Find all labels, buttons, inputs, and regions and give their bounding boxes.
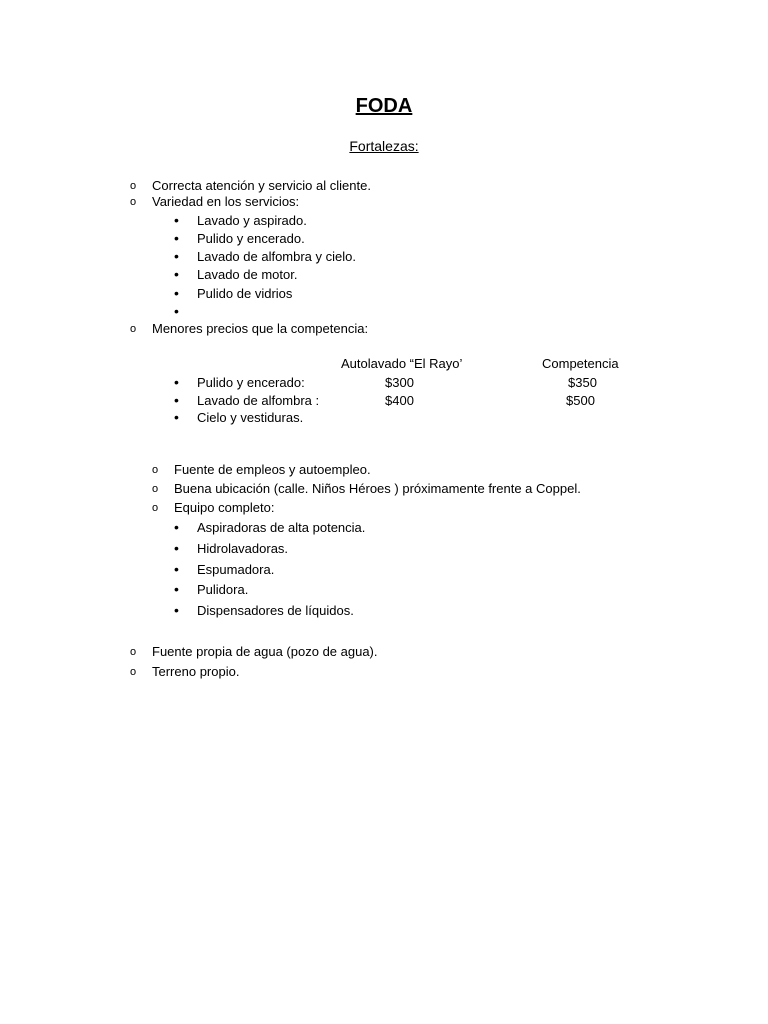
service-item: Pulido de vidrios <box>197 286 293 301</box>
section-heading: Fortalezas: <box>349 138 419 154</box>
price-row-item: Lavado de alfombra : <box>197 393 320 408</box>
disc-bullet-icon: • <box>174 266 179 282</box>
table-header-rayo: Autolavado “El Rayo’ <box>341 356 463 371</box>
page-title: FODA <box>355 95 413 117</box>
service-item: Lavado de motor. <box>197 267 298 282</box>
disc-bullet-icon: • <box>174 602 179 618</box>
price-competencia: $350 <box>568 375 597 390</box>
disc-bullet-icon: • <box>174 303 179 319</box>
list-item: Fuente propia de agua (pozo de agua). <box>152 644 378 659</box>
list-item: Fuente de empleos y autoempleo. <box>174 462 371 477</box>
disc-bullet-icon: • <box>174 409 179 425</box>
table-header-competencia: Competencia <box>542 356 619 371</box>
equipment-item: Espumadora. <box>197 562 275 577</box>
service-item: Pulido y encerado. <box>197 231 305 246</box>
circle-bullet-icon: o <box>152 483 159 495</box>
disc-bullet-icon: • <box>174 285 179 301</box>
disc-bullet-icon: • <box>174 248 179 264</box>
service-item: Lavado y aspirado. <box>197 213 307 228</box>
equipment-item: Hidrolavadoras. <box>197 541 289 556</box>
disc-bullet-icon: • <box>174 212 179 228</box>
list-item: Terreno propio. <box>152 664 240 679</box>
list-item: Equipo completo: <box>174 500 275 515</box>
service-item: Lavado de alfombra y cielo. <box>197 249 356 264</box>
price-competencia: $500 <box>566 393 595 408</box>
disc-bullet-icon: • <box>174 230 179 246</box>
price-rayo: $300 <box>385 375 414 390</box>
price-rayo: $400 <box>385 393 414 408</box>
disc-bullet-icon: • <box>174 392 179 408</box>
circle-bullet-icon: o <box>130 196 137 208</box>
circle-bullet-icon: o <box>130 323 137 335</box>
circle-bullet-icon: o <box>152 464 159 476</box>
list-item: Buena ubicación (calle. Niños Héroes ) próximamente frente a Coppel. <box>174 481 581 496</box>
list-item: Correcta atención y servicio al cliente. <box>152 178 371 193</box>
price-row-item: Cielo y vestiduras. <box>197 410 304 425</box>
circle-bullet-icon: o <box>130 180 137 192</box>
disc-bullet-icon: • <box>174 519 179 535</box>
equipment-item: Dispensadores de líquidos. <box>197 603 354 618</box>
list-item: Menores precios que la competencia: <box>152 321 369 336</box>
circle-bullet-icon: o <box>130 646 137 658</box>
equipment-item: Aspiradoras de alta potencia. <box>197 520 366 535</box>
disc-bullet-icon: • <box>174 561 179 577</box>
circle-bullet-icon: o <box>130 666 137 678</box>
disc-bullet-icon: • <box>174 581 179 597</box>
equipment-item: Pulidora. <box>197 582 249 597</box>
list-item: Variedad en los servicios: <box>152 194 300 209</box>
disc-bullet-icon: • <box>174 374 179 390</box>
price-row-item: Pulido y encerado: <box>197 375 305 390</box>
disc-bullet-icon: • <box>174 540 179 556</box>
circle-bullet-icon: o <box>152 502 159 514</box>
